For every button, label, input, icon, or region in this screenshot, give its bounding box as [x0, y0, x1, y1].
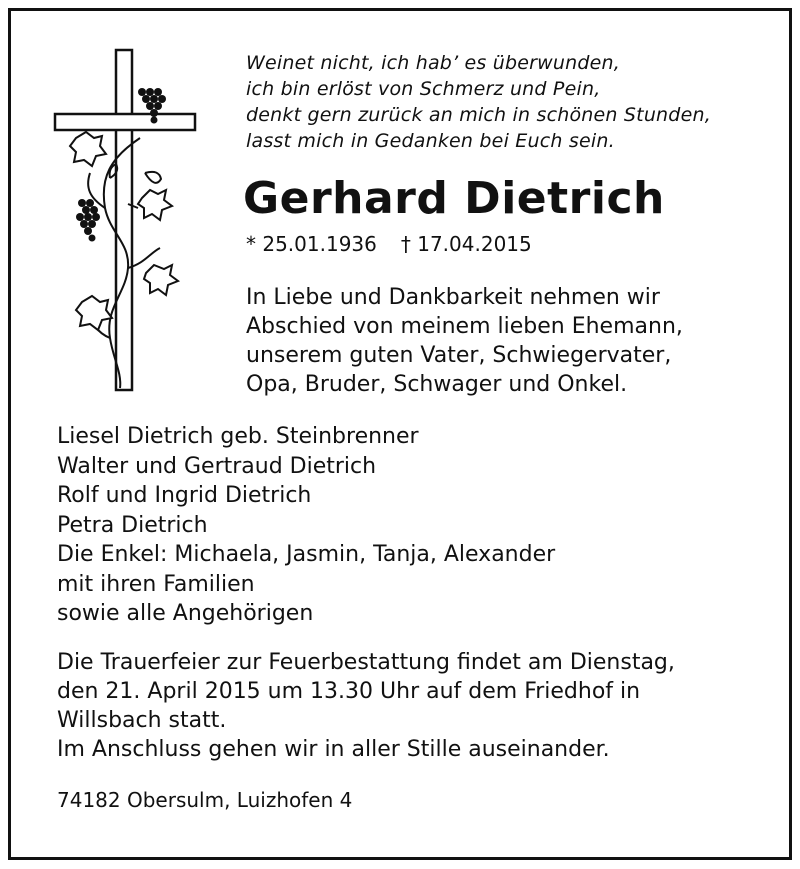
mourners-list [57, 422, 555, 629]
poem-line: Weinet nicht, ich hab’ es überwunden, [246, 52, 621, 74]
poem-line: denkt gern zurück an mich in schönen Stunden, [246, 104, 711, 126]
funeral-line: Im Anschluss gehen wir in aller Stille auseinander. [57, 737, 610, 762]
tribute-line: Abschied von meinem lieben Ehemann, [246, 314, 683, 339]
poem-line: lasst mich in Gedanken bei Euch sein. [246, 130, 615, 152]
funeral-line: den 21. April 2015 um 13.30 Uhr auf dem Friedhof in [57, 679, 641, 704]
funeral-line: Willsbach statt. [57, 708, 227, 733]
mourner-line: mit ihren Familien [57, 571, 255, 597]
life-dates [246, 230, 532, 258]
tribute-line: In Liebe und Dankbarkeit nehmen wir [246, 285, 660, 310]
funeral-line: Die Trauerfeier zur Feuerbestattung findet am Dienstag, [57, 650, 675, 675]
mourner-line: Rolf und Ingrid Dietrich [57, 483, 312, 508]
mourner-line: Walter und Gertraud Dietrich [57, 453, 377, 479]
funeral-notice [57, 648, 675, 764]
mourner-line: Liesel Dietrich geb. Steinbrenner [57, 424, 419, 449]
mourner-line: Die Enkel: Michaela, Jasmin, Tanja, Alexander [57, 542, 556, 567]
tribute-line: Opa, Bruder, Schwager und Onkel. [246, 372, 628, 397]
death-date: † 17.04.2015 [400, 232, 532, 256]
memorial-poem [246, 50, 776, 154]
mourner-line: sowie alle Angehörigen [57, 601, 314, 626]
tribute-line: unserem guten Vater, Schwiegervater, [246, 343, 672, 368]
cross-with-grapevine-icon [50, 48, 200, 393]
family-address: 74182 Obersulm, Luizhofen 4 [57, 788, 353, 812]
poem-line: ich bin erlöst von Schmerz und Pein, [246, 78, 601, 100]
mourner-line: Petra Dietrich [57, 512, 208, 538]
deceased-name: Gerhard Dietrich [243, 173, 665, 224]
birth-date: * 25.01.1936 [246, 232, 377, 256]
tribute-text [246, 283, 683, 399]
